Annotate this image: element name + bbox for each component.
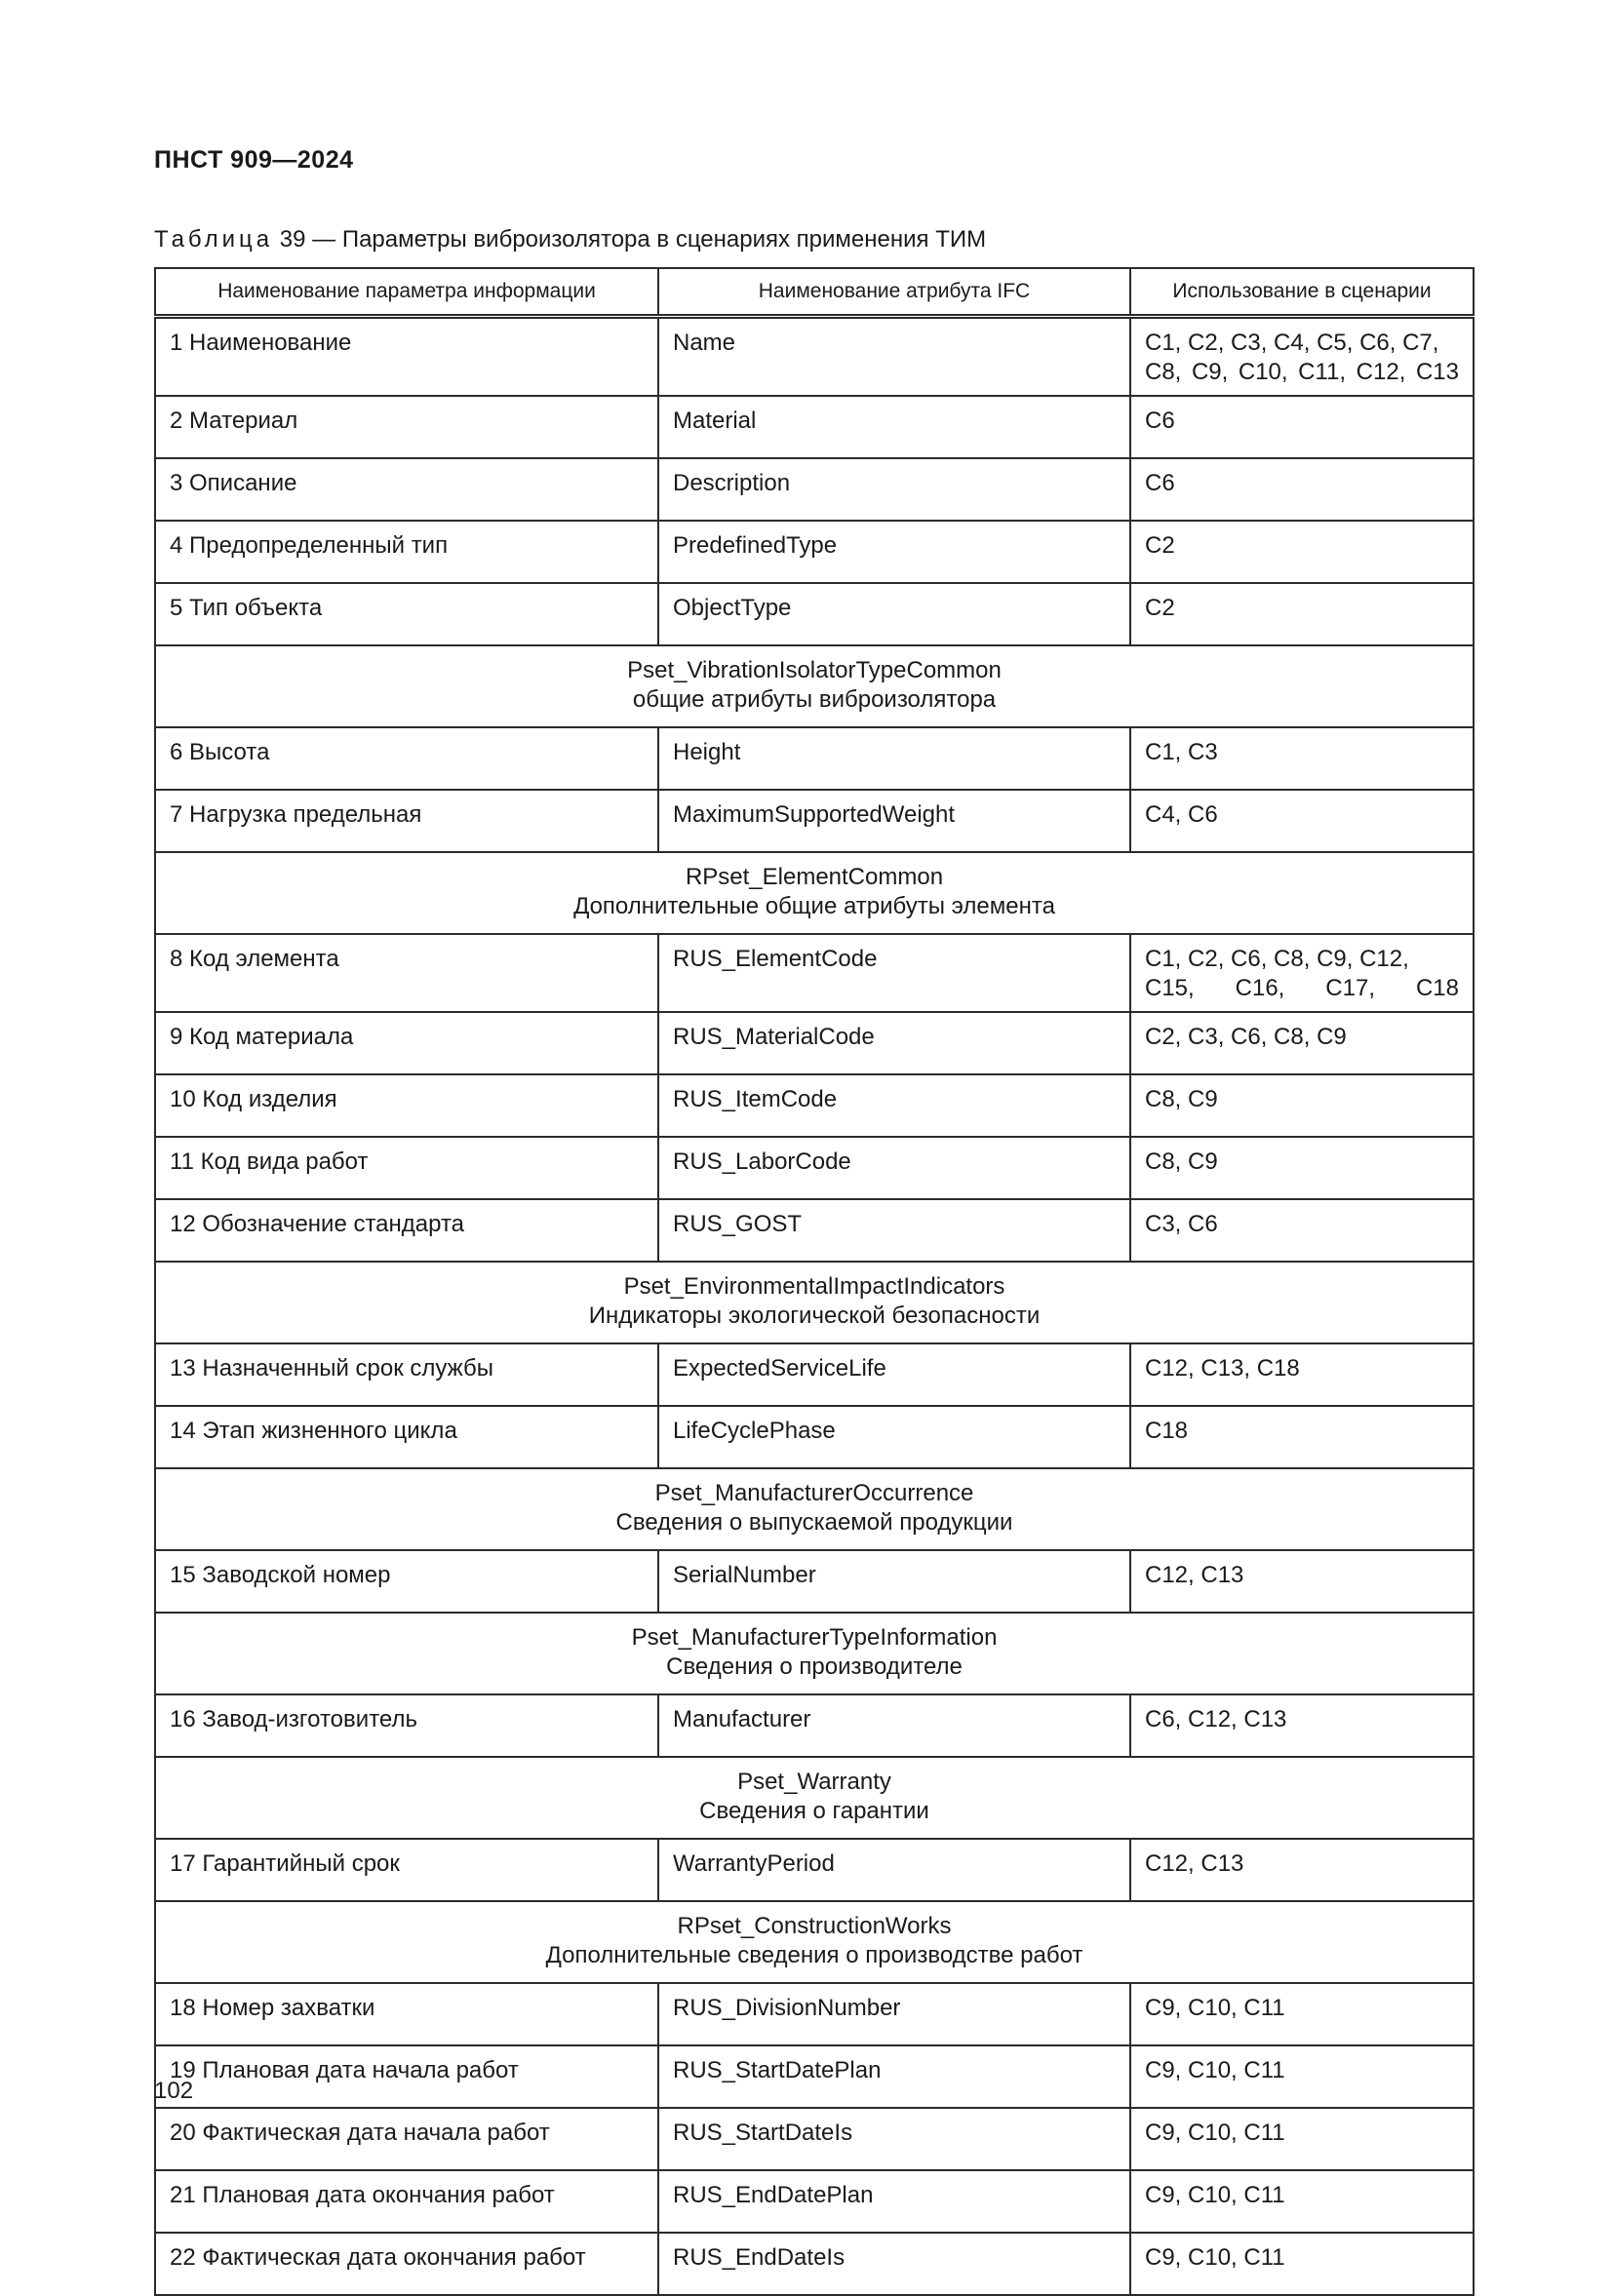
property-set-cell <box>155 1901 1474 1983</box>
ifc-attribute-cell: RUS_ItemCode <box>658 1074 1130 1137</box>
ifc-attribute-cell: ExpectedServiceLife <box>658 1343 1130 1406</box>
scenario-usage-cell: С12, С13 <box>1130 1550 1474 1613</box>
property-set-description: Сведения о производителе <box>666 1654 963 1680</box>
parameter-name-cell: 7 Нагрузка предельная <box>155 790 658 852</box>
table-row <box>155 458 1474 521</box>
table-row <box>155 790 1474 852</box>
property-set-cell <box>155 1468 1474 1550</box>
group-row <box>155 1613 1474 1694</box>
ifc-attribute-cell: RUS_EndDateIs <box>658 2233 1130 2295</box>
table-row <box>155 2045 1474 2108</box>
table-row <box>155 1694 1474 1757</box>
column-header-ifc-attribute: Наименование атрибута IFC <box>658 268 1130 317</box>
scenario-usage-cell: С9, С10, С11 <box>1130 1983 1474 2045</box>
property-set-cell <box>155 645 1474 727</box>
property-set-name: Pset_Warranty <box>737 1769 891 1795</box>
parameter-name-cell: 6 Высота <box>155 727 658 790</box>
group-row <box>155 1468 1474 1550</box>
scenario-usage-cell: С6, С12, С13 <box>1130 1694 1474 1757</box>
scenario-usage-cell: С3, С6 <box>1130 1199 1474 1262</box>
parameter-name-cell: 11 Код вида работ <box>155 1137 658 1199</box>
table-row <box>155 1199 1474 1262</box>
table-row <box>155 727 1474 790</box>
ifc-attribute-cell: RUS_GOST <box>658 1199 1130 1262</box>
group-row <box>155 1757 1474 1839</box>
table-body <box>155 317 1474 2296</box>
group-row <box>155 852 1474 934</box>
parameter-name-cell: 12 Обозначение стандарта <box>155 1199 658 1262</box>
table-row <box>155 1012 1474 1074</box>
property-set-description: общие атрибуты виброизолятора <box>632 686 997 713</box>
ifc-attribute-cell: Height <box>658 727 1130 790</box>
property-set-name: Pset_EnvironmentalImpactIndicators <box>623 1273 1005 1300</box>
scenario-usage-cell: С9, С10, С11 <box>1130 2108 1474 2170</box>
table-row <box>155 317 1474 397</box>
parameter-name-cell: 22 Фактическая дата окончания работ <box>155 2233 658 2295</box>
ifc-attribute-cell: RUS_StartDateIs <box>658 2108 1130 2170</box>
table-row <box>155 2170 1474 2233</box>
ifc-attribute-cell: WarrantyPeriod <box>658 1839 1130 1901</box>
property-set-cell <box>155 1262 1474 1343</box>
table-caption <box>154 226 986 253</box>
ifc-attribute-cell: SerialNumber <box>658 1550 1130 1613</box>
ifc-attribute-cell: Manufacturer <box>658 1694 1130 1757</box>
scenario-usage-cell: С18 <box>1130 1406 1474 1468</box>
scenario-usage-cell: С9, С10, С11 <box>1130 2233 1474 2295</box>
column-header-parameter: Наименование параметра информации <box>155 268 658 317</box>
scenario-usage-cell: С1, С3 <box>1130 727 1474 790</box>
ifc-attribute-cell: RUS_ElementCode <box>658 934 1130 1012</box>
ifc-attribute-cell: MaximumSupportedWeight <box>658 790 1130 852</box>
ifc-attribute-cell: LifeCyclePhase <box>658 1406 1130 1468</box>
property-set-cell <box>155 852 1474 934</box>
table-caption-text: 39 — Параметры виброизолятора в сценариях применения ТИМ <box>279 226 987 253</box>
ifc-attribute-cell: RUS_LaborCode <box>658 1137 1130 1199</box>
ifc-attribute-cell: Material <box>658 396 1130 458</box>
ifc-attribute-cell: RUS_EndDatePlan <box>658 2170 1130 2233</box>
page-number: 102 <box>154 2078 194 2104</box>
property-set-name: RPset_ConstructionWorks <box>677 1913 952 1939</box>
parameter-name-cell: 18 Номер захватки <box>155 1983 658 2045</box>
ifc-attribute-cell: Name <box>658 317 1130 397</box>
ifc-attribute-cell: Description <box>658 458 1130 521</box>
table-row <box>155 583 1474 645</box>
table-row <box>155 1839 1474 1901</box>
scenario-usage-cell: С2 <box>1130 521 1474 583</box>
scenario-usage-cell: С9, С10, С11 <box>1130 2170 1474 2233</box>
parameter-name-cell: 16 Завод-изготовитель <box>155 1694 658 1757</box>
property-set-description: Индикаторы экологической безопасности <box>588 1303 1041 1329</box>
ifc-attribute-cell: RUS_StartDatePlan <box>658 2045 1130 2108</box>
property-set-name: Pset_ManufacturerOccurrence <box>654 1480 974 1506</box>
scenario-usage-cell: С12, С13 <box>1130 1839 1474 1901</box>
ifc-attribute-cell: RUS_DivisionNumber <box>658 1983 1130 2045</box>
scenario-usage-cell: С9, С10, С11 <box>1130 2045 1474 2108</box>
parameter-name-cell: 4 Предопределенный тип <box>155 521 658 583</box>
property-set-description: Сведения о выпускаемой продукции <box>615 1509 1013 1536</box>
property-set-cell <box>155 1613 1474 1694</box>
property-set-name: RPset_ElementCommon <box>685 864 944 890</box>
table-row <box>155 396 1474 458</box>
scenario-usage-cell: С1, С2, С6, С8, С9, С12, С15, С16, С17, С18 <box>1130 934 1474 1012</box>
table-caption-label: Таблица <box>154 226 274 253</box>
parameter-name-cell: 20 Фактическая дата начала работ <box>155 2108 658 2170</box>
parameter-name-cell: 15 Заводской номер <box>155 1550 658 1613</box>
table-row <box>155 1343 1474 1406</box>
table-row <box>155 1406 1474 1468</box>
property-set-name: Pset_ManufacturerTypeInformation <box>631 1624 998 1651</box>
ifc-attribute-cell: ObjectType <box>658 583 1130 645</box>
scenario-usage-cell: С12, С13, С18 <box>1130 1343 1474 1406</box>
table-row <box>155 1137 1474 1199</box>
parameter-name-cell: 8 Код элемента <box>155 934 658 1012</box>
parameter-name-cell: 10 Код изделия <box>155 1074 658 1137</box>
table-row <box>155 521 1474 583</box>
group-row <box>155 645 1474 727</box>
column-header-scenario-usage: Использование в сценарии <box>1130 268 1474 317</box>
table-header-row <box>155 268 1474 317</box>
scenario-usage-cell: С8, С9 <box>1130 1137 1474 1199</box>
ifc-attribute-cell: RUS_MaterialCode <box>658 1012 1130 1074</box>
parameters-table <box>154 267 1475 2296</box>
scenario-usage-cell: С6 <box>1130 396 1474 458</box>
scenario-usage-cell: С1, С2, С3, С4, С5, С6, С7, С8, С9, С10, С11, С12, С13 <box>1130 317 1474 397</box>
property-set-description: Дополнительные сведения о производстве работ <box>545 1942 1083 1968</box>
parameter-name-cell: 1 Наименование <box>155 317 658 397</box>
table-row <box>155 2233 1474 2295</box>
parameter-name-cell: 14 Этап жизненного цикла <box>155 1406 658 1468</box>
parameter-name-cell: 13 Назначенный срок службы <box>155 1343 658 1406</box>
property-set-description: Дополнительные общие атрибуты элемента <box>573 893 1055 919</box>
table-row <box>155 2108 1474 2170</box>
ifc-attribute-cell: PredefinedType <box>658 521 1130 583</box>
property-set-cell <box>155 1757 1474 1839</box>
property-set-description: Сведения о гарантии <box>699 1798 929 1824</box>
scenario-usage-cell: С2 <box>1130 583 1474 645</box>
group-row <box>155 1901 1474 1983</box>
table-row <box>155 1550 1474 1613</box>
table-row <box>155 1983 1474 2045</box>
parameter-name-cell: 19 Плановая дата начала работ <box>155 2045 658 2108</box>
parameter-name-cell: 5 Тип объекта <box>155 583 658 645</box>
parameter-name-cell: 2 Материал <box>155 396 658 458</box>
parameter-name-cell: 17 Гарантийный срок <box>155 1839 658 1901</box>
group-row <box>155 1262 1474 1343</box>
parameter-name-cell: 9 Код материала <box>155 1012 658 1074</box>
table-row <box>155 1074 1474 1137</box>
document-header: ПНСТ 909—2024 <box>154 146 354 174</box>
scenario-usage-cell: С8, С9 <box>1130 1074 1474 1137</box>
parameter-name-cell: 3 Описание <box>155 458 658 521</box>
scenario-usage-cell: С6 <box>1130 458 1474 521</box>
parameter-name-cell: 21 Плановая дата окончания работ <box>155 2170 658 2233</box>
scenario-usage-cell: С4, С6 <box>1130 790 1474 852</box>
table-row <box>155 934 1474 1012</box>
scenario-usage-cell: С2, С3, С6, С8, С9 <box>1130 1012 1474 1074</box>
property-set-name: Pset_VibrationIsolatorTypeCommon <box>627 657 1002 683</box>
